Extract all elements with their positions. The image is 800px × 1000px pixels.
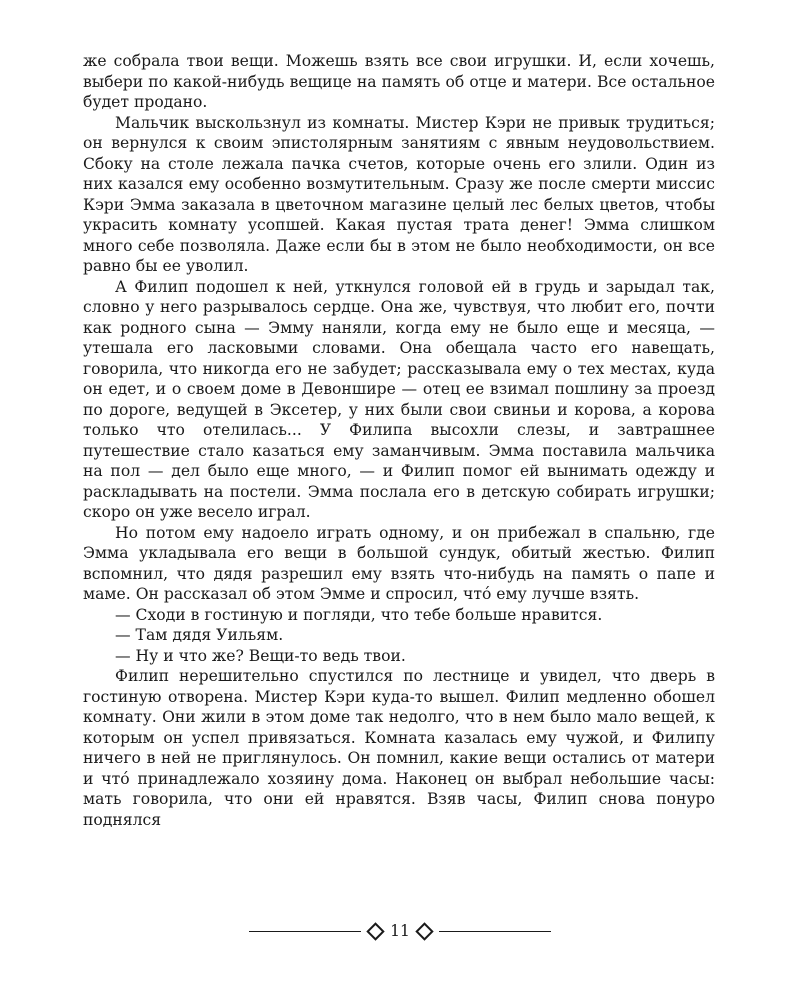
diamond-ornament-left-icon (366, 922, 384, 940)
paragraph: Мальчик выскользнул из комнаты. Мистер Кэри не привык трудиться; он вернулся к своим эпистолярным занятиям с явным неудовольствием. Сбоку на столе лежала пачка счетов, которые очень его злили. Один из них казался ему особенно возмутительным. Сразу же после смерти миссис Кэри Эмма заказала в цветочном магазине целый лес белых цветов, чтобы украсить комнату усопшей. Какая пустая трата денег! Эмма слишком много себе позволяла. Даже если бы в этом не было необходимости, он все равно бы ее уволил. (83, 113, 715, 275)
diamond-ornament-right-icon (415, 922, 433, 940)
dialogue-line: — Сходи в гостиную и погляди, что тебе больше нравится. (115, 605, 603, 624)
footer-rule-left (249, 931, 361, 932)
paragraph: Но потом ему надоело играть одному, и он прибежал в спальню, где Эмма укладывала его вещи в большой сундук, обитый жестью. Филип вспомнил, что дядя разрешил ему взять что-нибудь на память о папе и маме. Он рассказал об этом Эмме и спросил, что́ ему лучше взять. (83, 523, 715, 603)
page-body (83, 51, 715, 830)
footer-rule-right (439, 931, 551, 932)
page-number: 11 (390, 922, 410, 940)
dialogue-line: — Там дядя Уильям. (115, 626, 284, 644)
paragraph: А Филип подошел к ней, уткнулся головой ей в грудь и зарыдал так, словно у него разрывалось сердце. Она же, чувствуя, что любит его, почти как родного сына — Эмму наняли, когда ему не было еще и месяца, — утешала его ласковыми словами. Она обещала часто его навещать, говорила, что никогда его не забудет; рассказывала ему о тех местах, куда он едет, и о своем доме в Девоншире — отец ее взимал пошлину за проезд по дороге, ведущей в Эксетер, у них были свои свиньи и корова, а корова только что отелилась... У Филипа высохли слезы, и завтрашнее путешествие стало казаться ему заманчивым. Эмма поставила мальчика на пол — дел было еще много, — и Филип помог ей вынимать одежду и раскладывать на постели. Эмма послала его в детскую собирать игрушки; скоро он уже весело играл. (83, 277, 715, 521)
paragraph: Филип нерешительно спустился по лестнице и увидел, что дверь в гостиную отворена. Мистер Кэри куда-то вышел. Филип медленно обошел комнату. Они жили в этом доме так недолго, что в нем было мало вещей, к которым он успел привязаться. Комната казалась ему чужой, и Филипу ничего в ней не приглянулось. Он помнил, какие вещи остались от матери и что́ принадлежало хозяину дома. Наконец он выбрал небольшие часы: мать говорила, что они ей нравятся. Взяв часы, Филип снова понуро поднялся (83, 667, 715, 829)
dialogue-line: — Ну и что же? Вещи-то ведь твои. (115, 646, 406, 665)
paragraph-continued: же собрала твои вещи. Можешь взять все свои игрушки. И, если хочешь, выбери по какой-нибудь вещице на память об отце и матери. Все остальное будет продано. (83, 52, 715, 111)
page-footer (0, 919, 800, 943)
